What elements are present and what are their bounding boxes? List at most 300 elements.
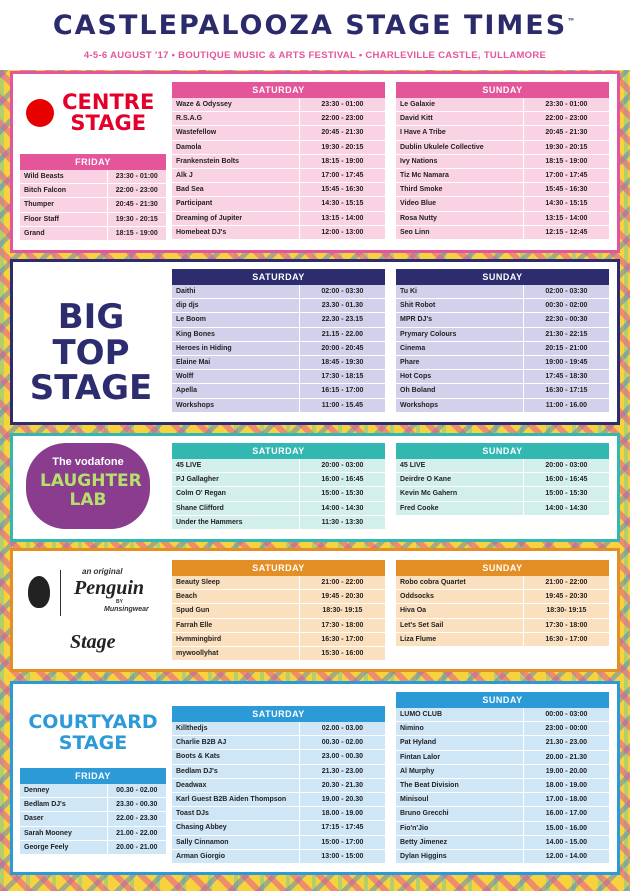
act-name: Bedlam DJ's [20,798,108,811]
act-time: 18:15 - 19:00 [545,157,588,165]
table-row [396,850,609,864]
act-time: 17:00 - 17:45 [545,171,588,179]
table-row [172,807,385,821]
act-name: 45 LIVE [396,459,524,472]
act-name: Charlie B2B AJ [172,736,300,749]
act-name: Arman Giorgio [172,850,300,863]
act-time: 16:15 - 17:00 [321,387,364,395]
table-row [172,779,385,793]
act-time: 00:30 - 02:00 [545,302,588,310]
table-row [396,502,609,516]
table-row [172,313,385,327]
act-name: Tu Ki [396,285,524,298]
act-time: 17:00 - 17:45 [321,171,364,179]
act-time: 11:30 - 13:30 [321,518,364,526]
act-time: 18:15 - 19:00 [321,157,364,165]
act-time: 18:45 - 19:30 [321,358,364,366]
act-time: 14.00 - 15.00 [545,838,588,846]
table-row [20,812,166,826]
act-time: 19:30 - 20:15 [545,143,588,151]
act-time: 14:00 - 14:30 [545,504,588,512]
table-row [172,765,385,779]
table-row [396,793,609,807]
table-row [172,633,385,647]
penguin-sunday-table [396,560,609,647]
act-time: 13:00 - 15:00 [321,852,364,860]
table-row [396,779,609,793]
act-name: Wolff [172,370,300,383]
table-row [172,590,385,604]
table-row [172,647,385,661]
table-row [396,399,609,413]
act-name: Wild Beasts [20,170,108,183]
act-name: Heroes in Hiding [172,342,300,355]
act-name: Damola [172,141,300,154]
act-name: Floor Staff [20,213,108,226]
day-header: FRIDAY [20,768,166,784]
table-row [172,473,385,487]
table-row [172,399,385,413]
act-time: 23.00 - 00.30 [321,753,364,761]
act-time: 17:45 - 18:30 [545,373,588,381]
act-name: Beauty Sleep [172,576,300,589]
act-name: Betty Jimenez [396,836,524,849]
bigtop-sunday-table [396,269,609,413]
table-row [396,765,609,779]
table-row [396,708,609,722]
table-row [396,590,609,604]
act-name: Daser [20,812,108,825]
table-row [172,112,385,126]
act-time: 20:00 - 03:00 [321,462,364,469]
act-time: 15:00 - 17:00 [321,838,364,846]
act-name: Bad Sea [172,183,300,196]
act-name: I Have A Tribe [396,126,524,139]
act-time: 18:15 - 19:00 [115,229,158,237]
act-name: Video Blue [396,197,524,210]
day-header: SATURDAY [172,82,385,98]
act-name: Al Murphy [396,765,524,778]
act-time: 20.00 - 21.00 [116,843,158,851]
act-name: Sally Cinnamon [172,836,300,849]
act-time: 22:00 - 23:00 [321,115,364,123]
act-name: Farrah Elle [172,619,300,632]
act-time: 20.30 - 21.30 [321,781,364,789]
act-name: Rosa Nutty [396,212,524,225]
act-name: Kevin Mc Gahern [396,487,524,500]
table-row [172,285,385,299]
table-row [172,299,385,313]
table-row [172,197,385,211]
act-time: 18.00 - 19.00 [545,781,588,789]
act-name: Hiva Oa [396,604,524,617]
page-title: CASTLEPALOOZA STAGE TIMES™ [52,10,578,41]
act-time: 15:45 - 16:30 [321,186,364,194]
table-row [172,328,385,342]
table-row [396,487,609,501]
table-row [396,169,609,183]
act-time: 23:30 - 01:00 [545,101,588,108]
act-time: 22.30 - 23.15 [321,316,364,324]
table-row [172,226,385,240]
act-name: Apella [172,384,300,397]
act-name: Cinema [396,342,524,355]
act-time: 12:15 - 12:45 [545,228,588,236]
table-row [20,227,166,241]
act-time: 12:00 - 13:00 [321,228,364,236]
act-name: Killthedjs [172,722,300,735]
table-row [172,502,385,516]
act-time: 14:30 - 15:15 [321,200,364,208]
act-time: 02.00 - 03.00 [321,725,364,732]
table-row [172,183,385,197]
act-time: 16:30 - 17:00 [545,635,588,643]
act-name: 45 LIVE [172,459,300,472]
act-name: Phare [396,356,524,369]
act-name: Seo Linn [396,226,524,239]
centre-saturday-table [172,82,385,240]
courtyard-friday-table [20,768,166,855]
act-time: 17:15 - 17:45 [321,824,364,832]
act-name: Ivy Nations [396,155,524,168]
act-name: Dylan Higgins [396,850,524,863]
act-name: Participant [172,197,300,210]
act-time: 20:45 - 21:30 [115,201,158,209]
day-header: SUNDAY [396,560,609,576]
act-time: 23.30 - 01.30 [321,302,364,310]
courtyard-sunday-table [396,692,609,864]
act-name: Bedlam DJ's [172,765,300,778]
act-name: Elaine Mai [172,356,300,369]
table-row [396,183,609,197]
table-row [396,722,609,736]
act-time: 18:30- 19:15 [322,607,363,615]
table-row [20,213,166,227]
act-time: 21:00 - 22:00 [321,579,364,586]
table-row [20,198,166,212]
act-time: 21.30 - 23.00 [545,739,588,747]
day-header: SUNDAY [396,269,609,285]
act-time: 00.30 - 02.00 [321,739,364,747]
act-time: 19:00 - 19:45 [545,358,588,366]
table-row [172,821,385,835]
act-name: Prymary Colours [396,328,524,341]
table-row [396,98,609,112]
table-row [396,197,609,211]
act-name: Shit Robot [396,299,524,312]
act-time: 20.00 - 21.30 [545,753,588,761]
table-row [172,850,385,864]
penguin-stage-logo: an original Penguin BY Munsingwear Stage [24,568,164,664]
act-name: Chasing Abbey [172,821,300,834]
act-name: Third Smoke [396,183,524,196]
vodafone-icon [26,99,54,127]
table-row [20,784,166,798]
act-name: Hot Cops [396,370,524,383]
act-name: Alk J [172,169,300,182]
act-name: PJ Gallagher [172,473,300,486]
act-time: 00.30 - 02.00 [116,787,158,794]
act-name: Daithi [172,285,300,298]
act-time: 23:30 - 01:00 [115,173,158,180]
table-row [172,98,385,112]
table-row [172,155,385,169]
day-header: SATURDAY [172,443,385,459]
table-row [396,822,609,836]
act-name: dip djs [172,299,300,312]
table-row [20,184,166,198]
act-time: 17:30 - 18:00 [545,621,588,629]
table-row [396,633,609,647]
act-time: 16:00 - 16:45 [321,476,364,484]
table-row [172,126,385,140]
table-row [172,576,385,590]
act-name: Bruno Grecchi [396,807,524,820]
table-row [396,328,609,342]
penguin-saturday-table [172,560,385,661]
table-row [172,793,385,807]
table-row [396,604,609,618]
table-row [396,299,609,313]
act-name: Colm O' Regan [172,487,300,500]
act-time: 22:30 - 00:30 [545,316,588,324]
table-row [172,487,385,501]
table-row [396,736,609,750]
table-row [20,827,166,841]
act-time: 11:00 - 15.45 [321,401,364,409]
table-row [172,342,385,356]
act-name: Nimino [396,722,524,735]
table-row [396,313,609,327]
table-row [396,619,609,633]
table-row [396,751,609,765]
day-header: SUNDAY [396,82,609,98]
act-name: Le Galaxie [396,98,524,111]
act-time: 17.00 - 18.00 [545,796,588,804]
table-row [20,170,166,184]
bigtop-stage-logo: BIG TOP STAGE [29,297,153,409]
act-time: 19:45 - 20:30 [545,593,588,601]
act-time: 14:00 - 14:30 [321,504,364,512]
act-time: 11:00 - 16.00 [545,401,588,409]
table-row [396,285,609,299]
table-row [172,516,385,530]
act-time: 21:00 - 22:00 [545,579,588,586]
act-name: Tiz Mc Namara [396,169,524,182]
day-header: SUNDAY [396,443,609,459]
table-row [396,126,609,140]
act-name: George Feely [20,841,108,854]
act-name: Denney [20,784,108,797]
table-row [172,836,385,850]
act-name: Dreaming of Jupiter [172,212,300,225]
act-time: 20:00 - 03:00 [545,462,588,469]
act-time: 16:30 - 17:00 [321,635,364,643]
act-name: Deadwax [172,779,300,792]
act-time: 19:45 - 20:30 [321,593,364,601]
table-row [172,370,385,384]
act-name: Fintan Lalor [396,751,524,764]
act-time: 12.00 - 14.00 [545,852,588,860]
act-time: 14:30 - 15:15 [545,200,588,208]
act-time: 18:30- 19:15 [546,607,587,615]
act-time: 22:00 - 23:00 [115,187,158,195]
act-name: Liza Flume [396,633,524,646]
act-name: mywoollyhat [172,647,300,660]
centre-friday-table [20,154,166,241]
act-name: Pat Hyland [396,736,524,749]
act-time: 21.30 - 23.00 [321,767,364,775]
act-name: Waze & Odyssey [172,98,300,111]
table-row [396,356,609,370]
act-name: Fio'n'Jio [396,822,524,835]
day-header: SATURDAY [172,706,385,722]
laughter-sunday-table [396,443,609,516]
courtyard-stage-logo: COURTYARD STAGE [28,711,158,754]
act-name: Shane Clifford [172,502,300,515]
table-row [396,473,609,487]
act-time: 19.00 - 20.30 [321,795,364,803]
table-row [396,212,609,226]
act-name: Homebeat DJ's [172,226,300,239]
table-row [396,576,609,590]
table-row [396,141,609,155]
act-time: 17:30 - 18:15 [321,373,364,381]
act-name: Wastefellow [172,126,300,139]
act-time: 19:30 - 20:15 [321,143,364,151]
act-time: 02:00 - 03:30 [545,288,588,295]
act-name: R.S.A.G [172,112,300,125]
act-name: Spud Gun [172,604,300,617]
act-time: 20:45 - 21:30 [321,129,364,137]
laughter-lab-logo: The vodafone LAUGHTER LAB [26,443,150,529]
act-time: 21:30 - 22:15 [545,330,588,338]
act-name: Boots & Kats [172,750,300,763]
act-name: The Beat Division [396,779,524,792]
act-name: Dublin Ukulele Collective [396,141,524,154]
act-time: 15.00 - 16.00 [545,824,588,832]
act-name: Le Boom [172,313,300,326]
table-row [172,604,385,618]
table-row [172,169,385,183]
act-name: Bitch Falcon [20,184,108,197]
table-row [172,619,385,633]
act-name: Oddsocks [396,590,524,603]
act-name: Under the Hammers [172,516,300,529]
act-time: 20:15 - 21:00 [545,344,588,352]
act-time: 16:00 - 16:45 [545,476,588,484]
act-time: 02:00 - 03:30 [321,288,364,295]
act-time: 22.00 - 23.30 [116,815,158,823]
page-subtitle: 4-5-6 AUGUST '17 • BOUTIQUE MUSIC & ARTS FESTIVAL • CHARLEVILLE CASTLE, TULLAMORE [83,50,547,61]
table-row [396,384,609,398]
act-name: Workshops [172,399,300,412]
act-time: 16:30 - 17:15 [545,387,588,395]
table-row [172,141,385,155]
act-time: 15:45 - 16:30 [545,186,588,194]
table-row [172,212,385,226]
act-time: 23.30 - 00.30 [116,801,158,809]
act-name: Thumper [20,198,108,211]
day-header: SATURDAY [172,560,385,576]
act-name: LUMO CLUB [396,708,524,721]
day-header: SATURDAY [172,269,385,285]
day-header: SUNDAY [396,692,609,708]
act-time: 15:00 - 15:30 [545,490,588,498]
act-time: 23:30 - 01:00 [321,101,364,108]
penguin-icon [28,576,50,608]
act-name: Deirdre O Kane [396,473,524,486]
table-row [396,226,609,240]
table-row [396,807,609,821]
act-time: 19:30 - 20:15 [115,215,158,223]
table-row [396,155,609,169]
centre-sunday-table [396,82,609,240]
act-name: Karl Guest B2B Aiden Thompson [172,793,300,806]
table-row [20,841,166,855]
act-time: 13:15 - 14:00 [321,214,364,222]
act-name: Toast DJs [172,807,300,820]
act-name: MPR DJ's [396,313,524,326]
table-row [172,736,385,750]
act-name: Oh Boland [396,384,524,397]
laughter-saturday-table [172,443,385,530]
act-time: 23:00 - 00:00 [545,725,588,733]
table-row [396,459,609,473]
table-row [396,370,609,384]
table-row [172,750,385,764]
act-name: Minisoul [396,793,524,806]
table-row [172,459,385,473]
centre-stage-logo: CENTRE STAGE [22,92,162,134]
day-header: FRIDAY [20,154,166,170]
act-name: David Kitt [396,112,524,125]
act-time: 13:15 - 14:00 [545,214,588,222]
act-name: Let's Set Sail [396,619,524,632]
act-name: King Bones [172,328,300,341]
act-name: Grand [20,227,108,240]
bigtop-saturday-table [172,269,385,413]
act-time: 21.00 - 22.00 [116,829,158,837]
act-time: 20:00 - 20:45 [321,344,364,352]
table-row [20,798,166,812]
act-name: Sarah Mooney [20,827,108,840]
table-row [172,384,385,398]
act-name: Hvmmingbird [172,633,300,646]
table-row [396,342,609,356]
act-time: 18.00 - 19.00 [321,810,364,818]
act-name: Workshops [396,399,524,412]
courtyard-saturday-table [172,706,385,864]
act-name: Frankenstein Bolts [172,155,300,168]
act-name: Robo cobra Quartet [396,576,524,589]
act-name: Beach [172,590,300,603]
act-time: 22:00 - 23:00 [545,115,588,123]
table-row [172,356,385,370]
table-row [172,722,385,736]
table-row [396,112,609,126]
act-time: 15:30 - 16:00 [321,649,364,657]
act-time: 20:45 - 21:30 [545,129,588,137]
act-name: Fred Cooke [396,502,524,515]
act-time: 00:00 - 03:00 [545,711,588,718]
table-row [396,836,609,850]
act-time: 19.00 - 20.00 [545,767,588,775]
act-time: 21.15 - 22.00 [321,330,364,338]
act-time: 15:00 - 15:30 [321,490,364,498]
act-time: 16.00 - 17.00 [545,810,588,818]
act-time: 17:30 - 18:00 [321,621,364,629]
